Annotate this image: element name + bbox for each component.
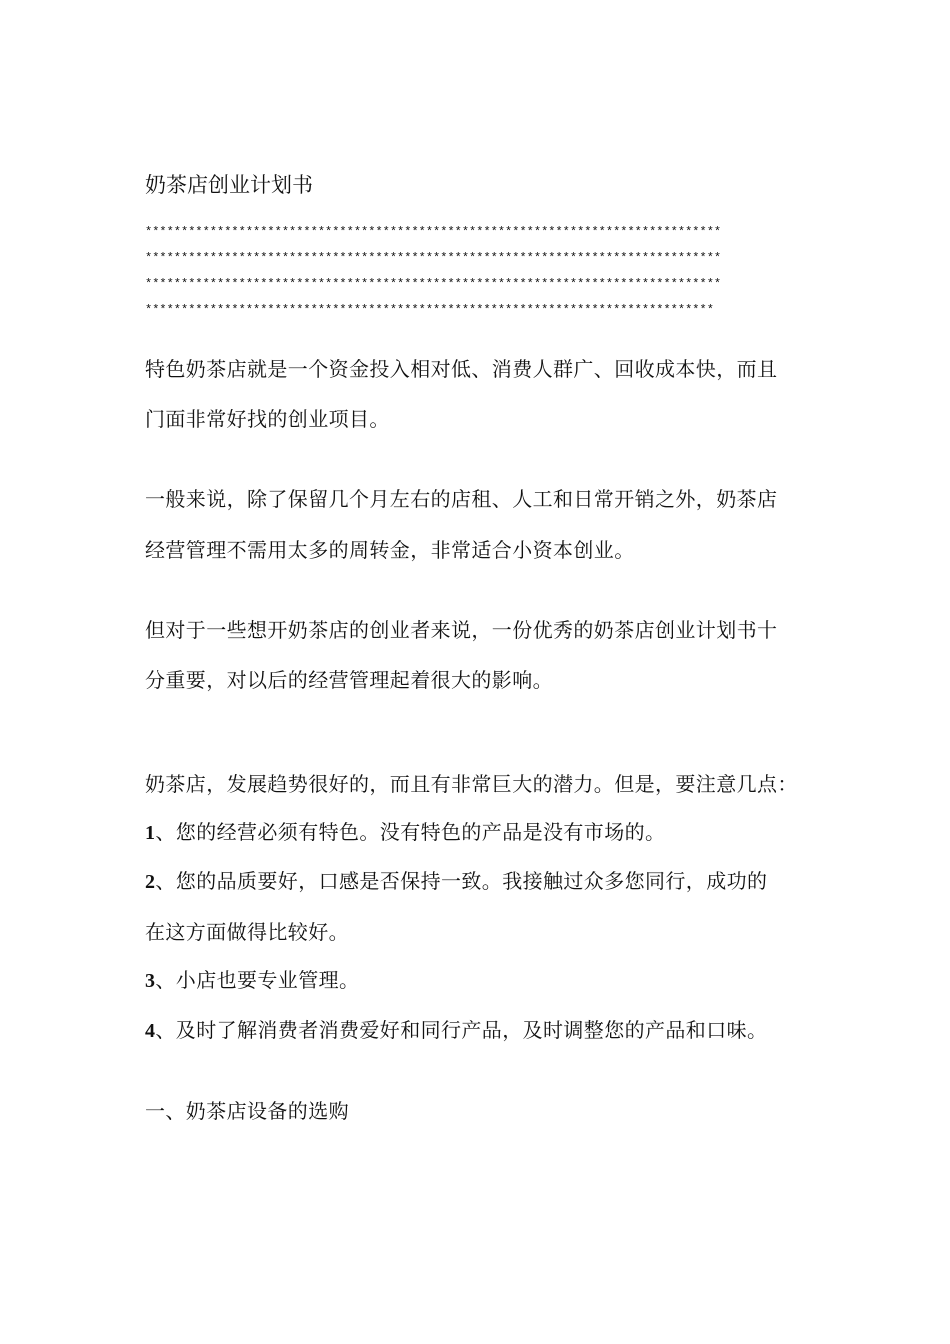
document-title: 奶茶店创业计划书: [145, 173, 313, 197]
list-text: 、您的经营必须有特色。没有特色的产品是没有市场的。: [155, 820, 666, 844]
paragraph-line: 经营管理不需用太多的周转金，非常适合小资本创业。: [145, 538, 635, 562]
asterisk-separator: [145, 219, 810, 323]
paragraph-line: 门面非常好找的创业项目。: [145, 407, 390, 431]
separator-line: ********************************************************************************: [145, 277, 722, 291]
section-heading: 一、奶茶店设备的选购: [145, 1099, 349, 1123]
paragraph-line: 分重要，对以后的经营管理起着很大的影响。: [145, 668, 553, 692]
list-item: [145, 966, 359, 995]
points-intro: 奶茶店，发展趋势很好的，而且有非常巨大的潜力。但是，要注意几点：: [145, 772, 798, 796]
list-text: 、小店也要专业管理。: [155, 968, 360, 992]
list-text: 、及时了解消费者消费爱好和同行产品，及时调整您的产品和口味。: [155, 1018, 768, 1042]
list-number: 2: [145, 871, 156, 893]
list-item: [145, 818, 665, 847]
list-item: [145, 867, 767, 896]
paragraph-line: 但对于一些想开奶茶店的创业者来说，一份优秀的奶茶店创业计划书十: [145, 618, 778, 642]
list-text: 、您的品质要好，口感是否保持一致。我接触过众多您同行，成功的: [155, 869, 768, 893]
list-item: [145, 1016, 767, 1045]
separator-line: *******************************************************************************: [145, 303, 714, 317]
list-number: 4: [145, 1020, 156, 1042]
list-number: 3: [145, 970, 156, 992]
list-item-continuation: 在这方面做得比较好。: [145, 920, 349, 944]
separator-line: ********************************************************************************: [145, 251, 722, 265]
paragraph-line: 一般来说，除了保留几个月左右的店租、人工和日常开销之外，奶茶店: [145, 487, 778, 511]
paragraph-line: 特色奶茶店就是一个资金投入相对低、消费人群广、回收成本快，而且: [145, 357, 778, 381]
separator-line: ********************************************************************************: [145, 225, 722, 239]
list-number: 1: [145, 822, 156, 844]
